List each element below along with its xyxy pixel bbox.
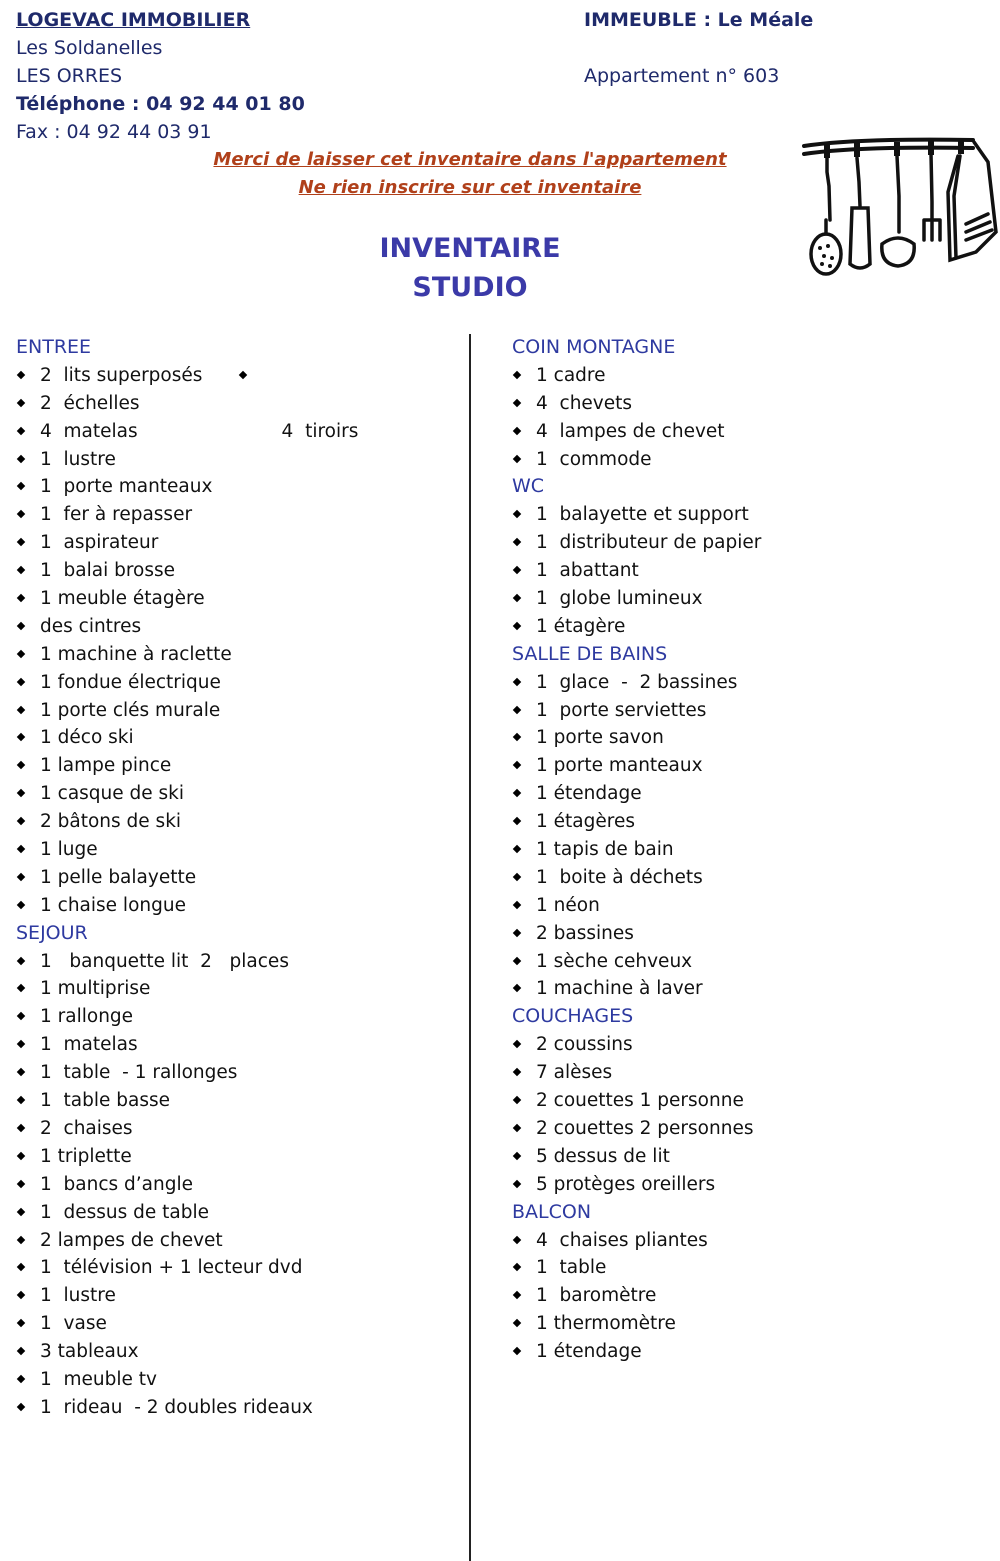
left-column [16, 334, 456, 1422]
list-item-label: 1 luge [40, 839, 98, 861]
list-item [16, 836, 456, 864]
list-item [16, 1310, 456, 1338]
list-item [512, 446, 992, 474]
bullet-icon [17, 1375, 25, 1383]
list-item-label: 1 distributeur de papier [536, 532, 762, 554]
list-item [16, 975, 456, 1003]
list-item-label: 2 couettes 1 personne [536, 1090, 744, 1112]
list-item-label: 1 triplette [40, 1145, 132, 1167]
bullet-icon [17, 1012, 25, 1020]
list-item-label: 1 aspirateur [40, 532, 159, 554]
bullet-icon [513, 1068, 521, 1076]
list-item [16, 1031, 456, 1059]
bullet-icon [513, 845, 521, 853]
bullet-icon [239, 371, 247, 379]
list-item-label: 4 matelas [40, 420, 138, 442]
list-item [16, 780, 456, 808]
bullet-icon [17, 371, 25, 379]
list-item-label: 3 tableaux [40, 1341, 139, 1363]
bullet-icon [17, 1319, 25, 1327]
list-item [512, 501, 992, 529]
list-item-label: 1 machine à laver [536, 978, 703, 1000]
list-item [16, 418, 456, 446]
bullet-icon [513, 594, 521, 602]
list-item-label: 1 sèche cehveux [536, 950, 693, 972]
bullet-icon [17, 817, 25, 825]
bullet-icon [513, 1096, 521, 1104]
list-item-label: 1 meuble étagère [40, 588, 205, 610]
bullet-icon [17, 845, 25, 853]
phone-number: Téléphone : 04 92 44 01 80 [16, 93, 305, 115]
list-item-label: 1 table - 1 rallonges [40, 1062, 238, 1084]
section-title-balcon: BALCON [512, 1200, 592, 1223]
list-item [512, 613, 992, 641]
list-item [512, 892, 992, 920]
bullet-icon [513, 510, 521, 518]
bullet-icon [513, 1291, 521, 1299]
list-item-label: 2 bassines [536, 922, 634, 944]
bullet-icon [513, 928, 521, 936]
list-item [16, 529, 456, 557]
bullet-icon [513, 566, 521, 574]
bullet-icon [513, 873, 521, 881]
bullet-icon [513, 789, 521, 797]
list-item-label: 2 échelles [40, 392, 140, 414]
list-item [16, 557, 456, 585]
list-item-label: 1 télévision + 1 lecteur dvd [40, 1257, 303, 1279]
couchages-list [512, 1031, 992, 1198]
list-item-label: 1 porte savon [536, 727, 664, 749]
list-item [16, 390, 456, 418]
list-item [512, 1171, 992, 1199]
sejour-list [16, 948, 456, 1422]
list-item-label: 1 table basse [40, 1090, 171, 1112]
bullet-icon [17, 566, 25, 574]
bullet-icon [513, 1152, 521, 1160]
list-item-label: 1 lustre [40, 1285, 116, 1307]
column-divider [469, 334, 471, 1561]
list-item [512, 1338, 992, 1366]
bullet-icon [17, 1068, 25, 1076]
list-item-label: 1 abattant [536, 560, 639, 582]
bullet-icon [513, 817, 521, 825]
list-item-label: 2 lampes de chevet [40, 1229, 223, 1251]
list-item-label: 1 meuble tv [40, 1368, 158, 1390]
list-item [512, 557, 992, 585]
bullet-icon [17, 1207, 25, 1215]
list-item [238, 362, 359, 442]
bullet-icon [513, 761, 521, 769]
list-item-label: 1 étendage [536, 783, 642, 805]
list-item [512, 752, 992, 780]
list-item-label: 1 cadre [536, 364, 606, 386]
list-item [512, 418, 992, 446]
bullet-icon [17, 901, 25, 909]
list-item [16, 948, 456, 976]
apartment-number: Appartement n° 603 [584, 65, 780, 87]
bullet-icon [513, 1263, 521, 1271]
bullet-icon [513, 733, 521, 741]
list-item [512, 697, 992, 725]
bullet-icon [513, 1235, 521, 1243]
list-item [512, 1227, 992, 1255]
list-item [512, 948, 992, 976]
list-item-label: 4 tiroirs [281, 420, 359, 442]
bullet-icon [17, 956, 25, 964]
bullet-icon [17, 677, 25, 685]
bullet-icon [17, 454, 25, 462]
bullet-icon [513, 1040, 521, 1048]
bullet-icon [513, 622, 521, 630]
coin-montagne-list [512, 362, 992, 474]
bullet-icon [17, 789, 25, 797]
list-item-label: 1 dessus de table [40, 1201, 210, 1223]
list-item [16, 1059, 456, 1087]
bullet-icon [17, 1403, 25, 1411]
list-item-label: 1 globe lumineux [536, 588, 703, 610]
bullet-icon [513, 705, 521, 713]
section-title-sejour: SEJOUR [16, 921, 88, 944]
list-item-label: 1 boite à déchets [536, 866, 703, 888]
bullet-icon [17, 873, 25, 881]
list-item [512, 1087, 992, 1115]
list-item-label: 1 tapis de bain [536, 839, 674, 861]
list-item [512, 669, 992, 697]
bullet-icon [17, 1179, 25, 1187]
list-item-label: 1 pelle balayette [40, 866, 197, 888]
bullet-icon [17, 1124, 25, 1132]
list-item [16, 1394, 456, 1422]
bullet-icon [17, 622, 25, 630]
list-item [16, 697, 456, 725]
list-item-label: 1 lampe pince [40, 755, 172, 777]
list-item-label: 4 lampes de chevet [536, 420, 725, 442]
list-item-label: 1 bancs d’angle [40, 1173, 193, 1195]
list-item-label: 1 chaise longue [40, 894, 186, 916]
list-item [512, 1254, 992, 1282]
list-item-label: 1 balayette et support [536, 504, 749, 526]
list-item-label: 1 rideau - 2 doubles rideaux [40, 1396, 313, 1418]
list-item-label: 2 chaises [40, 1117, 133, 1139]
list-item-label: 1 banquette lit 2 places [40, 950, 289, 972]
list-item [16, 864, 456, 892]
wc-list [512, 501, 992, 640]
list-item-label: 5 dessus de lit [536, 1145, 670, 1167]
bullet-icon [17, 761, 25, 769]
section-title-couchages: COUCHAGES [512, 1005, 634, 1028]
bullet-icon [17, 705, 25, 713]
list-item-label: 1 vase [40, 1313, 107, 1335]
bullet-icon [513, 956, 521, 964]
list-item-label: 2 bâtons de ski [40, 811, 182, 833]
list-item [16, 641, 456, 669]
list-item [512, 975, 992, 1003]
list-item [16, 1115, 456, 1143]
section-title-coin-montagne: COIN MONTAGNE [512, 336, 676, 358]
bullet-icon [17, 1347, 25, 1355]
page-title: INVENTAIRE [379, 233, 561, 264]
list-item-label: 1 fer à repasser [40, 504, 193, 526]
section-title-wc: WC [512, 475, 545, 498]
list-item-label: 4 chevets [536, 392, 633, 414]
list-item-label: 1 lustre [40, 448, 116, 470]
list-item [16, 362, 456, 390]
list-item-label: 2 coussins [536, 1034, 633, 1056]
bullet-icon [513, 399, 521, 407]
bullet-icon [17, 650, 25, 658]
list-item [16, 1003, 456, 1031]
bullet-icon [513, 1347, 521, 1355]
list-item [16, 752, 456, 780]
bullet-icon [513, 371, 521, 379]
list-item [512, 1310, 992, 1338]
list-item [512, 836, 992, 864]
list-item [16, 1143, 456, 1171]
list-item [16, 501, 456, 529]
list-item-label: 1 thermomètre [536, 1313, 676, 1335]
bullet-icon [17, 399, 25, 407]
address-line-2: LES ORRES [16, 65, 123, 87]
bullet-icon [513, 1179, 521, 1187]
list-item-label: 5 protèges oreillers [536, 1173, 716, 1195]
list-item-label: 1 glace - 2 bassines [536, 671, 738, 693]
section-title-salle-de-bains: SALLE DE BAINS [512, 642, 668, 665]
list-item [512, 1115, 992, 1143]
list-item-label: 1 étendage [536, 1341, 642, 1363]
list-item [16, 724, 456, 752]
list-item-label: 1 balai brosse [40, 560, 176, 582]
list-item [512, 362, 992, 390]
list-item [16, 669, 456, 697]
list-item [512, 1143, 992, 1171]
list-item-label: 1 néon [536, 894, 600, 916]
list-item [512, 864, 992, 892]
bullet-icon [513, 426, 521, 434]
bullet-icon [17, 984, 25, 992]
bullet-icon [513, 677, 521, 685]
bullet-icon [17, 1291, 25, 1299]
list-item-label: 1 porte clés murale [40, 699, 221, 721]
list-item [16, 1171, 456, 1199]
bullet-icon [513, 454, 521, 462]
bullet-icon [17, 733, 25, 741]
list-item-label: 1 casque de ski [40, 783, 185, 805]
bullet-icon [513, 1319, 521, 1327]
bullet-icon [513, 984, 521, 992]
list-item [16, 1087, 456, 1115]
entree-list [16, 362, 456, 920]
list-item-label: 1 commode [536, 448, 652, 470]
list-item-label: 1 matelas [40, 1034, 138, 1056]
bullet-icon [17, 426, 25, 434]
bullet-icon [513, 1124, 521, 1132]
notice-do-not-write: Ne rien inscrire sur cet inventaire [298, 177, 642, 198]
list-item-label: 1 machine à raclette [40, 643, 232, 665]
bullet-icon [17, 1096, 25, 1104]
list-item-label: 1 étagères [536, 811, 635, 833]
list-item [16, 1199, 456, 1227]
list-item [16, 1366, 456, 1394]
address-line-1: Les Soldanelles [16, 37, 163, 59]
list-item [512, 920, 992, 948]
list-item-label: 1 multiprise [40, 978, 151, 1000]
list-item-label: 1 table [536, 1257, 607, 1279]
notice-leave-inventory: Merci de laisser cet inventaire dans l'appartement [213, 149, 727, 170]
list-item-label: 1 porte manteaux [536, 755, 703, 777]
list-item-label: 1 étagère [536, 615, 626, 637]
list-item [16, 1282, 456, 1310]
list-item [16, 1227, 456, 1255]
bullet-icon [17, 594, 25, 602]
list-item [512, 390, 992, 418]
list-item [16, 585, 456, 613]
list-item [512, 585, 992, 613]
bullet-icon [17, 510, 25, 518]
right-column [512, 334, 992, 1366]
list-item [512, 724, 992, 752]
list-item [16, 808, 456, 836]
list-item [16, 446, 456, 474]
list-item [512, 808, 992, 836]
list-item-label: des cintres [40, 615, 142, 637]
bullet-icon [17, 538, 25, 546]
list-item-label: 7 alèses [536, 1062, 613, 1084]
bullet-icon [17, 1040, 25, 1048]
agency-name: LOGEVAC IMMOBILIER [16, 9, 251, 31]
list-item-label: 1 déco ski [40, 727, 134, 749]
kitchen-utensils-icon [798, 132, 998, 280]
fax-number: Fax : 04 92 44 03 91 [16, 121, 212, 143]
list-item [512, 529, 992, 557]
list-item [16, 613, 456, 641]
bullet-icon [513, 538, 521, 546]
list-item-label: 1 porte serviettes [536, 699, 707, 721]
list-item [16, 473, 456, 501]
list-item-label: 1 baromètre [536, 1285, 657, 1307]
list-item [16, 892, 456, 920]
list-item [512, 1059, 992, 1087]
list-item [512, 780, 992, 808]
list-item [16, 1254, 456, 1282]
page-subtitle: STUDIO [412, 272, 528, 303]
section-title-entree: ENTREE [16, 336, 92, 358]
list-item-label: 1 rallonge [40, 1006, 134, 1028]
balcon-list [512, 1227, 992, 1366]
list-item-label: 2 lits superposés [40, 364, 203, 386]
salle-de-bains-list [512, 669, 992, 1004]
list-item-label: 1 porte manteaux [40, 476, 213, 498]
bullet-icon [17, 1235, 25, 1243]
bullet-icon [17, 482, 25, 490]
bullet-icon [513, 901, 521, 909]
list-item-label: 4 chaises pliantes [536, 1229, 708, 1251]
list-item [16, 1338, 456, 1366]
list-item-label: 2 couettes 2 personnes [536, 1117, 754, 1139]
list-item [512, 1031, 992, 1059]
list-item [512, 1282, 992, 1310]
list-item-label: 1 fondue électrique [40, 671, 221, 693]
bullet-icon [17, 1152, 25, 1160]
bullet-icon [17, 1263, 25, 1271]
building-name: IMMEUBLE : Le Méale [584, 9, 814, 31]
